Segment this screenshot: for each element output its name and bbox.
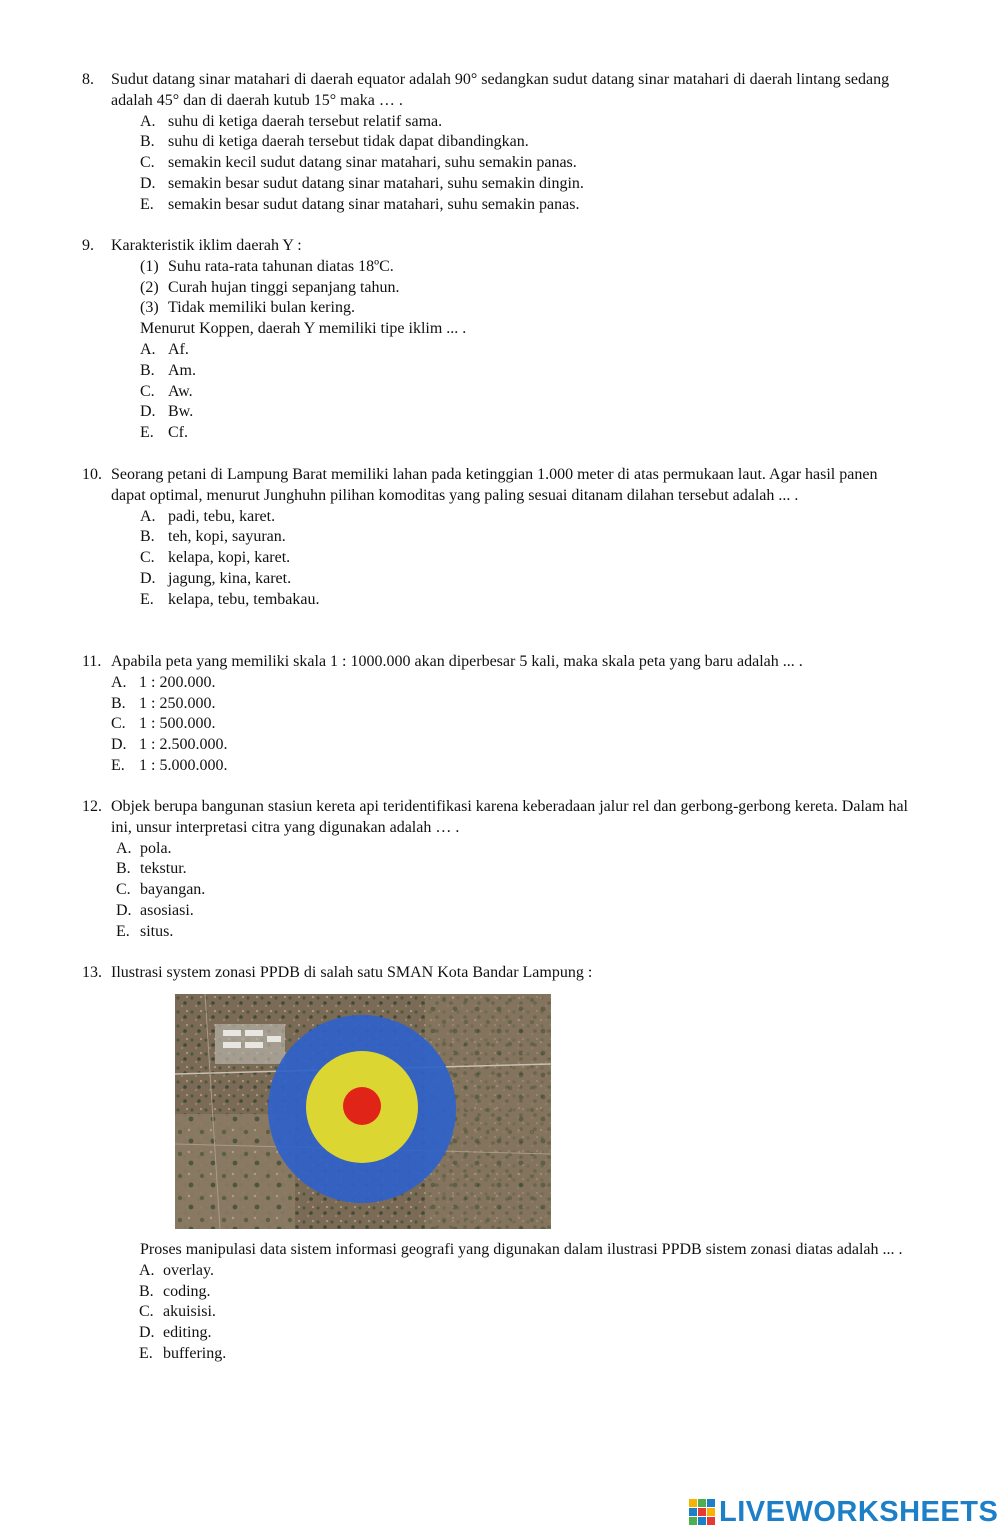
option-label: B. xyxy=(116,860,131,878)
option-a[interactable] xyxy=(111,673,912,694)
option-text: semakin besar sudut datang sinar matahari, suhu semakin panas. xyxy=(168,195,580,213)
option-text: suhu di ketiga daerah tersebut relatif sama. xyxy=(168,112,443,130)
option-c[interactable] xyxy=(140,548,912,569)
option-text: Am. xyxy=(168,361,196,379)
option-text: akuisisi. xyxy=(163,1303,216,1321)
option-a[interactable] xyxy=(140,340,912,361)
option-label: D. xyxy=(139,1324,155,1342)
statement-1 xyxy=(140,257,912,278)
option-text: Af. xyxy=(168,340,189,358)
option-text: semakin kecil sudut datang sinar matahari, suhu semakin panas. xyxy=(168,154,577,172)
question-11 xyxy=(82,652,912,777)
liveworksheets-logo[interactable] xyxy=(689,1494,998,1530)
option-text: tekstur. xyxy=(140,860,187,878)
question-stem: Apabila peta yang memiliki skala 1 : 1000.000 akan diperbesar 5 kali, maka skala peta yang baru adalah ... . xyxy=(111,653,803,670)
option-c[interactable] xyxy=(140,153,912,174)
question-stem: Sudut datang sinar matahari di daerah equator adalah 90° sedangkan sudut datang sinar matahari di daerah lintang sedang adalah 45° dan di daerah kutub 15° maka … . xyxy=(111,71,890,109)
question-12 xyxy=(82,797,912,943)
option-text: bayangan. xyxy=(140,881,206,899)
option-label: E. xyxy=(140,424,154,442)
option-b[interactable] xyxy=(140,361,912,382)
option-d[interactable] xyxy=(139,1323,912,1344)
option-label: E. xyxy=(139,1344,153,1362)
statement-text: Curah hujan tinggi sepanjang tahun. xyxy=(168,278,400,296)
option-d[interactable] xyxy=(111,735,912,756)
option-text: kelapa, tebu, tembakau. xyxy=(168,590,320,608)
option-text: Aw. xyxy=(168,382,193,400)
option-a[interactable] xyxy=(140,507,912,528)
question-prompt: Proses manipulasi data sistem informasi geografi yang digunakan dalam ilustrasi PPDB sistem zonasi diatas adalah ... . xyxy=(140,1241,903,1258)
option-text: padi, tebu, karet. xyxy=(168,507,276,525)
option-text: kelapa, kopi, karet. xyxy=(168,549,291,567)
statement-label: (2) xyxy=(140,278,159,296)
question-prompt: Menurut Koppen, daerah Y memiliki tipe iklim ... . xyxy=(140,320,467,338)
option-b[interactable] xyxy=(140,527,912,548)
option-label: A. xyxy=(139,1261,155,1279)
option-a[interactable] xyxy=(140,112,912,133)
option-e[interactable] xyxy=(139,1344,912,1365)
option-text: asosiasi. xyxy=(140,901,194,919)
option-label: B. xyxy=(111,694,126,712)
question-10 xyxy=(82,465,912,611)
option-b[interactable] xyxy=(140,132,912,153)
option-e[interactable] xyxy=(140,423,912,444)
option-label: A. xyxy=(140,507,156,525)
option-text: teh, kopi, sayuran. xyxy=(168,528,286,546)
option-text: 1 : 500.000. xyxy=(139,715,216,733)
statement-2 xyxy=(140,278,912,299)
option-label: C. xyxy=(140,154,155,172)
option-d[interactable] xyxy=(140,402,912,423)
option-a[interactable] xyxy=(116,839,912,860)
option-label: D. xyxy=(116,901,132,919)
statement-label: (3) xyxy=(140,299,159,317)
option-label: E. xyxy=(116,922,130,940)
question-stem: Seorang petani di Lampung Barat memiliki lahan pada ketinggian 1.000 meter di atas permukaan laut. Agar hasil panen dapat optimal, menurut Junghuhn pilihan komoditas yang paling sesuai ditanam dilahan tersebut adalah ... . xyxy=(111,466,878,504)
question-8 xyxy=(82,70,912,216)
option-b[interactable] xyxy=(116,859,912,880)
option-text: 1 : 200.000. xyxy=(139,673,216,691)
statement-3 xyxy=(140,298,912,319)
option-text: 1 : 250.000. xyxy=(139,694,216,712)
option-label: C. xyxy=(116,881,131,899)
question-number: 11. xyxy=(82,653,102,670)
option-label: C. xyxy=(139,1303,154,1321)
liveworksheets-logo-icon xyxy=(689,1499,715,1525)
option-label: C. xyxy=(140,549,155,567)
question-number: 12. xyxy=(82,798,102,815)
option-d[interactable] xyxy=(116,901,912,922)
option-text: coding. xyxy=(163,1282,211,1300)
option-c[interactable] xyxy=(111,714,912,735)
option-a[interactable] xyxy=(139,1261,912,1282)
option-c[interactable] xyxy=(140,382,912,403)
option-b[interactable] xyxy=(139,1282,912,1303)
option-c[interactable] xyxy=(116,880,912,901)
option-label: E. xyxy=(140,195,154,213)
satellite-image xyxy=(175,994,551,1229)
question-9 xyxy=(82,236,912,444)
question-number: 8. xyxy=(82,71,94,88)
center-zone xyxy=(343,1087,381,1125)
option-text: buffering. xyxy=(163,1344,227,1362)
question-13 xyxy=(82,963,912,984)
statement-text: Tidak memiliki bulan kering. xyxy=(168,299,355,317)
liveworksheets-logo-text: LIVEWORKSHEETS xyxy=(719,1495,999,1528)
option-d[interactable] xyxy=(140,174,912,195)
question-13-prompt xyxy=(82,1240,912,1365)
option-e[interactable] xyxy=(140,590,912,611)
option-label: E. xyxy=(111,756,125,774)
option-label: D. xyxy=(140,174,156,192)
option-text: overlay. xyxy=(163,1261,214,1279)
option-label: A. xyxy=(140,112,156,130)
option-label: D. xyxy=(140,403,156,421)
statement-label: (1) xyxy=(140,257,159,275)
option-text: 1 : 5.000.000. xyxy=(139,756,228,774)
option-text: Bw. xyxy=(168,403,194,421)
question-number: 10. xyxy=(82,466,102,483)
option-e[interactable] xyxy=(140,195,912,216)
option-e[interactable] xyxy=(111,756,912,777)
option-text: 1 : 2.500.000. xyxy=(139,736,228,754)
option-text: editing. xyxy=(163,1324,212,1342)
option-label: B. xyxy=(140,528,155,546)
option-label: B. xyxy=(139,1282,154,1300)
option-text: jagung, kina, karet. xyxy=(168,569,292,587)
option-text: suhu di ketiga daerah tersebut tidak dapat dibandingkan. xyxy=(168,133,529,151)
option-text: semakin besar sudut datang sinar matahari, suhu semakin dingin. xyxy=(168,174,584,192)
option-label: A. xyxy=(111,673,127,691)
option-text: pola. xyxy=(140,839,172,857)
option-label: B. xyxy=(140,361,155,379)
option-label: D. xyxy=(111,736,127,754)
option-label: A. xyxy=(116,839,132,857)
option-text: Cf. xyxy=(168,424,188,442)
statement-text: Suhu rata-rata tahunan diatas 18ºC. xyxy=(168,257,394,275)
question-number: 13. xyxy=(82,964,102,981)
question-stem: Ilustrasi system zonasi PPDB di salah satu SMAN Kota Bandar Lampung : xyxy=(111,964,593,981)
option-c[interactable] xyxy=(139,1302,912,1323)
option-label: A. xyxy=(140,340,156,358)
option-label: C. xyxy=(140,382,155,400)
option-label: C. xyxy=(111,715,126,733)
option-text: situs. xyxy=(140,922,174,940)
option-b[interactable] xyxy=(111,694,912,715)
option-label: D. xyxy=(140,569,156,587)
option-d[interactable] xyxy=(140,569,912,590)
zonation-buffer-map xyxy=(175,994,551,1229)
question-stem: Objek berupa bangunan stasiun kereta api teridentifikasi karena keberadaan jalur rel dan gerbong-gerbong kereta. Dalam hal ini, unsur interpretasi citra yang digunakan adalah … . xyxy=(111,798,908,836)
question-number: 9. xyxy=(82,237,94,254)
question-stem: Karakteristik iklim daerah Y : xyxy=(111,237,302,254)
option-label: E. xyxy=(140,590,154,608)
option-label: B. xyxy=(140,133,155,151)
option-e[interactable] xyxy=(116,922,912,943)
